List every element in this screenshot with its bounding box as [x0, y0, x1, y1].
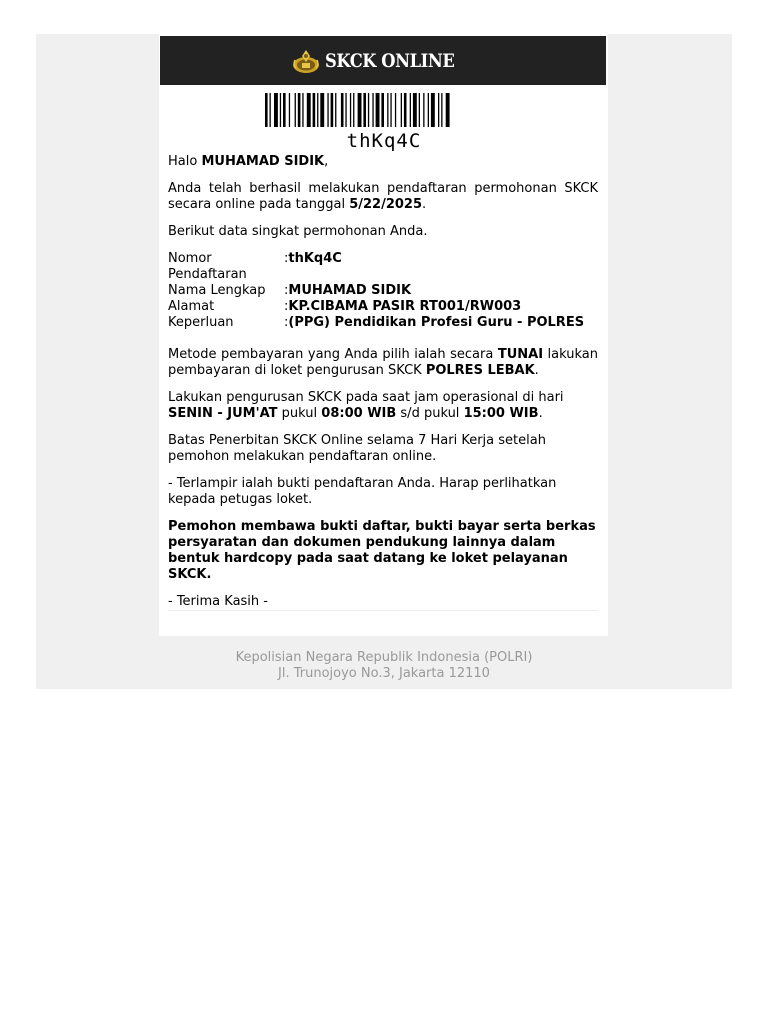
- field-value: (PPG) Pendidikan Profesi Guru - POLRES: [288, 315, 585, 330]
- operating-days: SENIN - JUM'AT: [168, 406, 278, 421]
- attachment-note: - Terlampir ialah bukti pendaftaran Anda. Harap perlihatkan kepada petugas loket.: [168, 476, 557, 507]
- hours-paragraph: Lakukan pengurusan SKCK pada saat jam operasional di hari SENIN - JUM'AT pukul 08:00 WIB s/d pukul 15:00 WIB.: [168, 390, 564, 421]
- barcode-bar: [368, 93, 369, 127]
- field-value: MUHAMAD SIDIK: [288, 283, 412, 298]
- barcode-bar: [395, 93, 396, 127]
- barcode-bar: [390, 93, 391, 127]
- barcode-bar: [280, 93, 281, 127]
- barcode-bar: [372, 93, 373, 127]
- barcode-bar: [302, 93, 303, 127]
- message-body: [168, 154, 598, 610]
- applicant-name: MUHAMAD SIDIK: [201, 154, 325, 169]
- barcode-bar: [353, 93, 354, 127]
- field-row-alamat: Alamat :KP.CIBAMA PASIR RT001/RW003: [168, 299, 522, 314]
- barcode-bar: [404, 93, 407, 127]
- barcode-bar: [274, 93, 278, 127]
- barcode-bar: [419, 93, 420, 127]
- requirements-note: Pemohon membawa bukti daftar, bukti bayar serta berkas persyaratan dan dokumen pendukung lainnya dalam bentuk hardcopy pada saat datang ke loket pelayanan SKCK.: [168, 519, 596, 582]
- barcode-bar: [410, 93, 411, 127]
- barcode-bar: [446, 93, 450, 127]
- barcode-bar: [381, 93, 384, 127]
- closing-text: - Terima Kasih -: [168, 594, 268, 609]
- open-time: 08:00 WIB: [321, 406, 397, 421]
- logo-text: SKCK ONLINE: [324, 49, 455, 72]
- payment-location: POLRES LEBAK: [425, 363, 535, 378]
- barcode-bar: [431, 93, 435, 127]
- barcode-bar: [327, 93, 328, 127]
- barcode-bar: [265, 93, 268, 127]
- polri-emblem-icon: [291, 47, 321, 75]
- barcode-bar: [358, 93, 362, 127]
- barcode-bar: [441, 93, 442, 127]
- barcode-bar: [363, 93, 366, 127]
- barcode: [265, 93, 502, 127]
- barcode-bar: [331, 93, 334, 127]
- field-value: KP.CIBAMA PASIR RT001/RW003: [288, 299, 522, 314]
- barcode-bar: [438, 93, 439, 127]
- barcode-bar: [317, 93, 318, 127]
- field-label: Keperluan: [168, 315, 234, 330]
- barcode-bar: [423, 93, 424, 127]
- barcode-bar: [350, 93, 351, 127]
- barcode-bar: [376, 93, 380, 127]
- intro-paragraph: Anda telah berhasil melakukan pendaftaran permohonan SKCK secara online pada tanggal 5/22/2025.: [168, 181, 598, 212]
- barcode-bar: [320, 93, 324, 127]
- barcode-bar: [341, 93, 344, 127]
- barcode-code-text: thKq4C: [346, 130, 422, 152]
- barcode-bar: [289, 93, 290, 127]
- logo: [291, 47, 476, 75]
- header-bar: [160, 36, 606, 85]
- field-label: Alamat: [168, 299, 215, 314]
- barcode-bar: [307, 93, 311, 127]
- footer-org: Kepolisian Negara Republik Indonesia (POLRI): [235, 650, 533, 665]
- barcode-bar: [295, 93, 296, 127]
- field-row-keperluan: Keperluan :(PPG) Pendidikan Profesi Guru - POLRES: [168, 315, 585, 330]
- summary-table: [168, 251, 598, 331]
- email-outer-container: [36, 34, 732, 689]
- close-time: 15:00 WIB: [463, 406, 539, 421]
- field-row-nomor: Nomor Pendaftaran :thKq4C: [168, 251, 342, 282]
- greeting: Halo MUHAMAD SIDIK,: [168, 154, 329, 169]
- barcode-bar: [345, 93, 346, 127]
- barcode-bar: [313, 93, 316, 127]
- deadline-paragraph: Batas Penerbitan SKCK Online selama 7 Hari Kerja setelah pemohon melakukan pendaftaran online.: [168, 433, 546, 464]
- payment-method: TUNAI: [497, 347, 544, 362]
- barcode-bar: [270, 93, 271, 127]
- registration-date: 5/22/2025: [349, 197, 423, 212]
- barcode-bar: [387, 93, 388, 127]
- payment-paragraph: Metode pembayaran yang Anda pilih ialah secara TUNAI lakukan pembayaran di loket pengurusan SKCK POLRES LEBAK.: [168, 347, 598, 378]
- barcode-bar: [298, 93, 301, 127]
- field-label: Nama Lengkap: [168, 283, 266, 298]
- summary-heading: Berikut data singkat permohonan Anda.: [168, 224, 428, 239]
- divider: [168, 610, 598, 611]
- field-label: Nomor Pendaftaran: [168, 251, 247, 282]
- barcode-bar: [335, 93, 336, 127]
- email-card: [159, 34, 608, 636]
- footer: [36, 650, 732, 682]
- footer-address: Jl. Trunojoyo No.3, Jakarta 12110: [278, 666, 490, 681]
- field-value: thKq4C: [288, 251, 342, 266]
- barcode-bar: [283, 93, 286, 127]
- barcode-bar: [428, 93, 429, 127]
- field-row-nama: Nama Lengkap :MUHAMAD SIDIK: [168, 283, 412, 298]
- barcode-bar: [413, 93, 417, 127]
- barcode-bar: [401, 93, 402, 127]
